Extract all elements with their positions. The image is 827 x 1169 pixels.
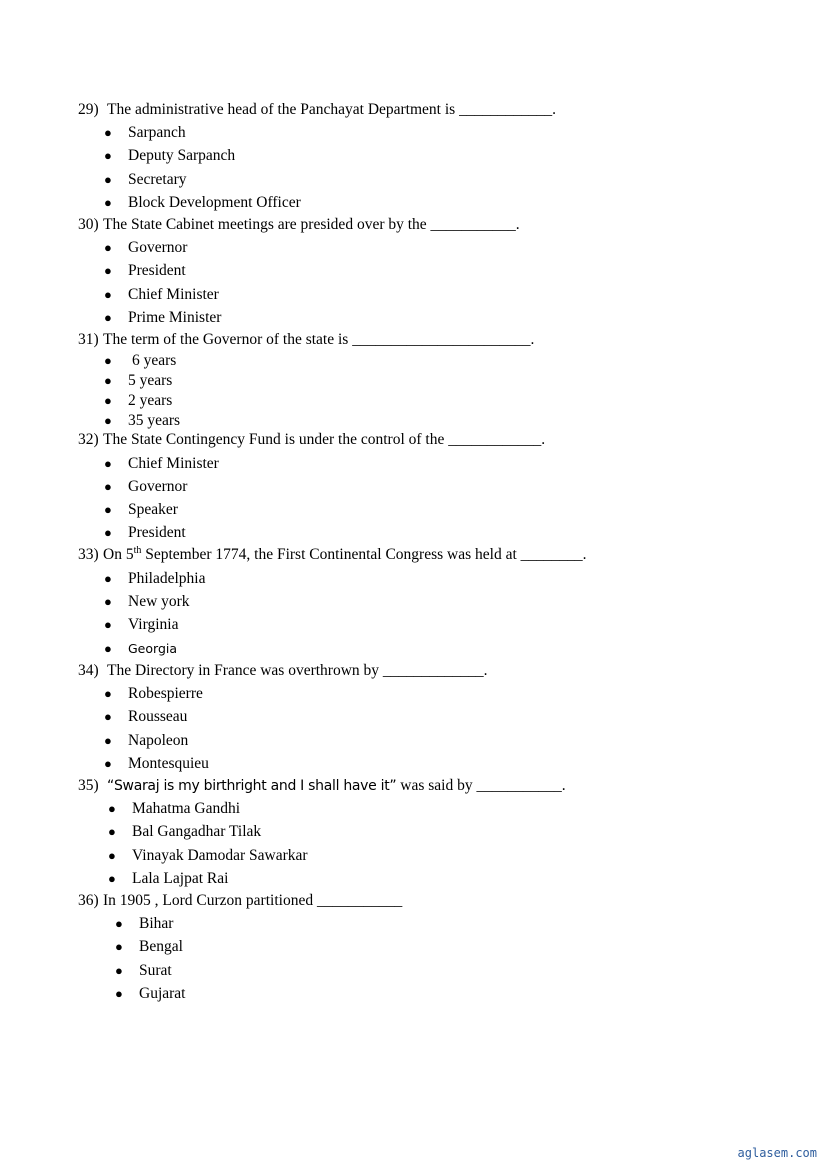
option-text: Chief Minister [128, 286, 219, 303]
option [104, 147, 236, 165]
question-text: The State Cabinet meetings are presided over by the ___________. [103, 216, 520, 233]
option [104, 286, 219, 304]
option-text: Bihar [139, 915, 174, 932]
bullet-icon: ● [104, 263, 112, 278]
question-number: 34) [78, 662, 99, 679]
option [104, 616, 179, 634]
question-number: 29) [78, 101, 99, 118]
bullet-icon: ● [104, 617, 112, 632]
bullet-icon: ● [115, 939, 123, 954]
option-text: Chief Minister [128, 455, 219, 472]
bullet-icon: ● [104, 172, 112, 187]
watermark-link[interactable]: aglasem.com [737, 1146, 817, 1160]
question-text: “Swaraj is my birthright and I shall have it” was said by ___________. [107, 777, 566, 794]
option-text: New york [128, 593, 190, 610]
question-number: 33) [78, 546, 99, 563]
question-number: 36) [78, 892, 99, 909]
question-36 [78, 892, 402, 910]
option-text: Governor [128, 239, 188, 256]
bullet-icon: ● [104, 148, 112, 163]
option [104, 194, 301, 212]
question-number: 31) [78, 331, 99, 348]
option-text: Sarpanch [128, 124, 186, 141]
bullet-icon: ● [104, 479, 112, 494]
question-text: On 5th September 1774, the First Continental Congress was held at ________. [103, 545, 587, 563]
question-31 [78, 331, 534, 349]
option-text: Block Development Officer [128, 194, 301, 211]
bullet-icon: ● [108, 801, 116, 816]
question-34 [78, 662, 488, 680]
bullet-icon: ● [104, 393, 112, 408]
bullet-icon: ● [104, 686, 112, 701]
option-text: Georgia [128, 641, 178, 656]
question-number: 30) [78, 216, 99, 233]
option [108, 847, 308, 865]
question-text: In 1905 , Lord Curzon partitioned ___________ [103, 892, 403, 909]
option [104, 309, 222, 327]
question-33 [78, 546, 587, 564]
question-text: The term of the Governor of the state is _______________________. [103, 331, 535, 348]
option [104, 732, 189, 750]
option [104, 262, 186, 280]
option [108, 800, 241, 818]
bullet-icon: ● [104, 373, 112, 388]
option-text: 35 years [128, 412, 181, 429]
option-text: Rousseau [128, 708, 188, 725]
bullet-icon: ● [104, 310, 112, 325]
option [104, 352, 177, 370]
option-text: Bengal [139, 938, 183, 955]
bullet-icon: ● [108, 871, 116, 886]
bullet-icon: ● [104, 525, 112, 540]
option [115, 915, 174, 933]
option [104, 392, 173, 410]
option [104, 455, 219, 473]
bullet-icon: ● [104, 733, 112, 748]
option-text: Montesquieu [128, 755, 209, 772]
option-text: Deputy Sarpanch [128, 147, 236, 164]
bullet-icon: ● [104, 240, 112, 255]
option-text: Philadelphia [128, 570, 206, 587]
option [108, 823, 262, 841]
question-text: The administrative head of the Panchayat Department is ____________. [107, 101, 556, 118]
option [104, 171, 187, 189]
option-text: Secretary [128, 171, 187, 188]
bullet-icon: ● [104, 456, 112, 471]
bullet-icon: ● [104, 594, 112, 609]
bullet-icon: ● [115, 963, 123, 978]
option-text: Vinayak Damodar Sawarkar [132, 847, 308, 864]
option-text: 2 years [128, 392, 173, 409]
option [104, 685, 203, 703]
option [104, 570, 206, 588]
option-text: Prime Minister [128, 309, 222, 326]
question-text: The State Contingency Fund is under the control of the ____________. [103, 431, 546, 448]
question-35 [78, 777, 566, 795]
bullet-icon: ● [115, 916, 123, 931]
bullet-icon: ● [104, 502, 112, 517]
option [104, 501, 178, 519]
option [108, 870, 229, 888]
bullet-icon: ● [108, 848, 116, 863]
question-30 [78, 216, 520, 234]
question-number: 32) [78, 431, 99, 448]
option-text: 6 years [132, 352, 177, 369]
option-text: Bal Gangadhar Tilak [132, 823, 262, 840]
question-29 [78, 101, 556, 119]
option [115, 962, 172, 980]
option [115, 985, 186, 1003]
option [104, 593, 190, 611]
option [104, 239, 188, 257]
option-text: Lala Lajpat Rai [132, 870, 229, 887]
bullet-icon: ● [104, 571, 112, 586]
option-text: Robespierre [128, 685, 203, 702]
bullet-icon: ● [104, 756, 112, 771]
bullet-icon: ● [104, 641, 112, 656]
bullet-icon: ● [104, 125, 112, 140]
option-text: President [128, 262, 186, 279]
option [104, 478, 188, 496]
bullet-icon: ● [104, 287, 112, 302]
option [104, 640, 178, 658]
option [104, 524, 186, 542]
option-text: Governor [128, 478, 188, 495]
option-text: Napoleon [128, 732, 189, 749]
option-text: President [128, 524, 186, 541]
option [115, 938, 183, 956]
option-text: 5 years [128, 372, 173, 389]
question-32 [78, 431, 545, 449]
option [104, 708, 188, 726]
option [104, 124, 186, 142]
option-text: Mahatma Gandhi [132, 800, 241, 817]
bullet-icon: ● [115, 986, 123, 1001]
question-number: 35) [78, 777, 99, 794]
bullet-icon: ● [108, 824, 116, 839]
option [104, 412, 181, 430]
bullet-icon: ● [104, 195, 112, 210]
option [104, 755, 209, 773]
question-text: The Directory in France was overthrown by _____________. [107, 662, 488, 679]
option-text: Surat [139, 962, 172, 979]
bullet-icon: ● [104, 353, 112, 368]
option-text: Gujarat [139, 985, 186, 1002]
option [104, 372, 173, 390]
option-text: Virginia [128, 616, 179, 633]
option-text: Speaker [128, 501, 178, 518]
bullet-icon: ● [104, 709, 112, 724]
bullet-icon: ● [104, 413, 112, 428]
